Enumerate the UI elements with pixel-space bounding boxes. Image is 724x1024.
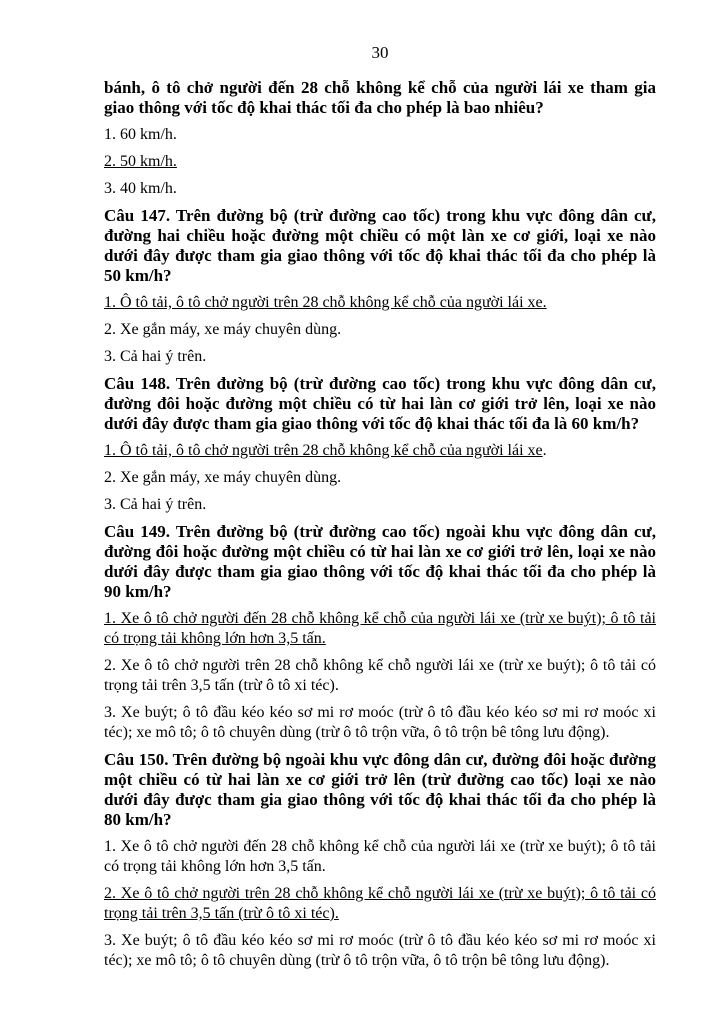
q147-answer-2: 2. Xe gắn máy, xe máy chuyên dùng. <box>104 321 342 338</box>
correct-answer-text: 1. Xe ô tô chở người đến 28 chỗ không kể chỗ của người lái xe (trừ xe buýt); ô tô tải có trọng tải không lớn hơn 3,5 tấn. <box>104 610 656 647</box>
q150-answer-1: 1. Xe ô tô chở người đến 28 chỗ không kể chỗ của người lái xe (trừ xe buýt); ô tô tải có trọng tải không lớn hơn 3,5 tấn. <box>104 838 656 875</box>
q148-answer-3: 3. Cả hai ý trên. <box>104 496 207 513</box>
q146-answer-3: 3. 40 km/h. <box>104 180 177 197</box>
q149-answer-2: 2. Xe ô tô chở người trên 28 chỗ không kể chỗ người lái xe (trừ xe buýt); ô tô tải có trọng tải trên 3,5 tấn (trừ ô tô xi téc). <box>104 657 656 694</box>
q146-answer-2-correct <box>104 152 656 172</box>
correct-answer-text: 1. Ô tô tải, ô tô chở người trên 28 chỗ không kể chỗ của người lái xe. <box>104 294 547 311</box>
document-page <box>104 42 656 978</box>
q149-answer-1-correct <box>104 609 656 649</box>
question-146-continuation: bánh, ô tô chở người đến 28 chỗ không kể chỗ của người lái xe tham gia giao thông với tốc độ khai thác tối đa cho phép là bao nhiêu? <box>104 78 656 117</box>
question-147: Câu 147. Trên đường bộ (trừ đường cao tốc) trong khu vực đông dân cư, đường hai chiều hoặc đường một chiều có một làn xe cơ giới, loại xe nào dưới đây được tham gia giao thông với tốc độ khai thác tối đa cho phép là 50 km/h? <box>104 206 656 285</box>
page-number: 30 <box>371 43 389 62</box>
q150-answer-2-correct <box>104 884 656 924</box>
correct-answer-text: 2. 50 km/h. <box>104 153 177 170</box>
q147-answer-1-correct <box>104 293 656 313</box>
question-148: Câu 148. Trên đường bộ (trừ đường cao tốc) trong khu vực đông dân cư, đường đôi hoặc đường một chiều có từ hai làn cơ giới trở lên, loại xe nào dưới đây được tham gia giao thông với tốc độ khai thác tối đa là 60 km/h? <box>104 374 656 433</box>
answer-period: . <box>542 442 547 459</box>
correct-answer-text: 2. Xe ô tô chở người trên 28 chỗ không kể chỗ người lái xe (trừ xe buýt); ô tô tải có trọng tải trên 3,5 tấn (trừ ô tô xi téc). <box>104 885 656 922</box>
q150-answer-3: 3. Xe buýt; ô tô đầu kéo kéo sơ mi rơ moóc (trừ ô tô đầu kéo kéo sơ mi rơ moóc xi téc); xe mô tô; ô tô chuyên dùng (trừ ô tô trộn vữa, ô tô trộn bê tông lưu động). <box>104 932 656 969</box>
q147-answer-3: 3. Cả hai ý trên. <box>104 348 207 365</box>
q146-answer-1: 1. 60 km/h. <box>104 126 177 143</box>
question-149: Câu 149. Trên đường bộ (trừ đường cao tốc) ngoài khu vực đông dân cư, đường đôi hoặc đường một chiều có từ hai làn xe cơ giới trở lên, loại xe nào dưới đây được tham gia giao thông với tốc độ khai thác tối đa cho phép là 90 km/h? <box>104 522 656 601</box>
q148-answer-1-correct <box>104 441 656 461</box>
q149-answer-3: 3. Xe buýt; ô tô đầu kéo kéo sơ mi rơ moóc (trừ ô tô đầu kéo kéo sơ mi rơ moóc xi téc); xe mô tô; ô tô chuyên dùng (trừ ô tô trộn vữa, ô tô trộn bê tông lưu động). <box>104 704 656 741</box>
correct-answer-text: 1. Ô tô tải, ô tô chở người trên 28 chỗ không kể chỗ của người lái xe <box>104 442 543 459</box>
q148-answer-2: 2. Xe gắn máy, xe máy chuyên dùng. <box>104 469 342 486</box>
question-150: Câu 150. Trên đường bộ ngoài khu vực đông dân cư, đường đôi hoặc đường một chiều có từ hai làn xe cơ giới trở lên (trừ đường cao tốc) loại xe nào dưới đây được tham gia giao thông với tốc độ khai thác tối đa cho phép là 80 km/h? <box>104 750 656 829</box>
